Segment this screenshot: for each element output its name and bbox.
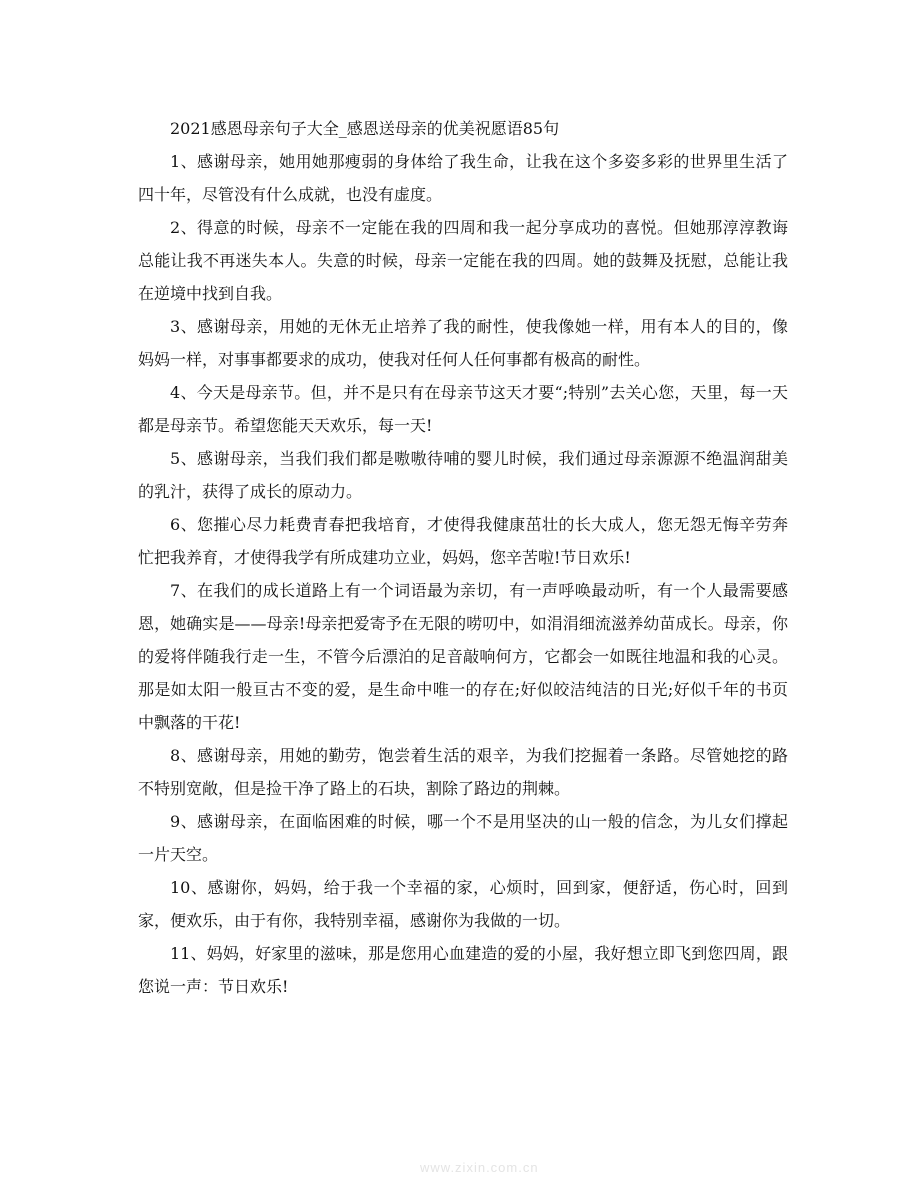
paragraph-1: 1、感谢母亲，她用她那瘦弱的身体给了我生命，让我在这个多姿多彩的世界里生活了四十年，尽管没有什么成就，也没有虚度。 <box>138 152 788 204</box>
paragraph-5: 5、感谢母亲，当我们我们都是嗷嗷待哺的婴儿时候，我们通过母亲源源不绝温润甜美的乳汁，获得了成长的原动力。 <box>138 449 788 501</box>
document-body <box>138 112 788 1003</box>
paragraph-9: 9、感谢母亲，在面临困难的时候，哪一个不是用坚决的山一般的信念，为儿女们撑起一片天空。 <box>138 812 788 864</box>
paragraph-3: 3、感谢母亲，用她的无休无止培养了我的耐性，使我像她一样，用有本人的目的，像妈妈一样，对事事都要求的成功，使我对任何人任何事都有极高的耐性。 <box>138 317 788 369</box>
paragraph-4: 4、今天是母亲节。但，并不是只有在母亲节这天才要“;特别”去关心您，天里，每一天都是母亲节。希望您能天天欢乐，每一天! <box>138 383 788 435</box>
document-title: 2021感恩母亲句子大全_感恩送母亲的优美祝愿语85句 <box>170 119 560 138</box>
watermark: www.zixin.com.cn <box>420 1160 539 1175</box>
paragraph-6: 6、您摧心尽力耗费青春把我培育，才使得我健康茁壮的长大成人，您无怨无悔辛劳奔忙把我养育，才使得我学有所成建功立业，妈妈，您辛苦啦!节日欢乐! <box>138 515 788 567</box>
paragraph-11: 11、妈妈，好家里的滋味，那是您用心血建造的爱的小屋，我好想立即飞到您四周，跟您说一声：节日欢乐! <box>138 944 788 996</box>
paragraph-7: 7、在我们的成长道路上有一个词语最为亲切，有一声呼唤最动听，有一个人最需要感恩，她确实是——母亲!母亲把爱寄予在无限的唠叨中，如涓涓细流滋养幼苗成长。母亲，你的爱将伴随我行走一生，不管今后漂泊的足音敲响何方，它都会一如既往地温和我的心灵。那是如太阳一般亘古不变的爱，是生命中唯一的存在;好似皎洁纯洁的日光;好似千年的书页中飘落的干花! <box>138 581 788 732</box>
paragraph-8: 8、感谢母亲，用她的勤劳，饱尝着生活的艰辛，为我们挖掘着一条路。尽管她挖的路不特别宽敞，但是捡干净了路上的石块，割除了路边的荆棘。 <box>138 746 788 798</box>
paragraph-10: 10、感谢你，妈妈，给于我一个幸福的家，心烦时，回到家，便舒适，伤心时，回到家，便欢乐，由于有你，我特别幸福，感谢你为我做的一切。 <box>138 878 788 930</box>
paragraph-2: 2、得意的时候，母亲不一定能在我的四周和我一起分享成功的喜悦。但她那淳淳教诲总能让我不再迷失本人。失意的时候，母亲一定能在我的四周。她的鼓舞及抚慰，总能让我在逆境中找到自我。 <box>138 218 788 303</box>
